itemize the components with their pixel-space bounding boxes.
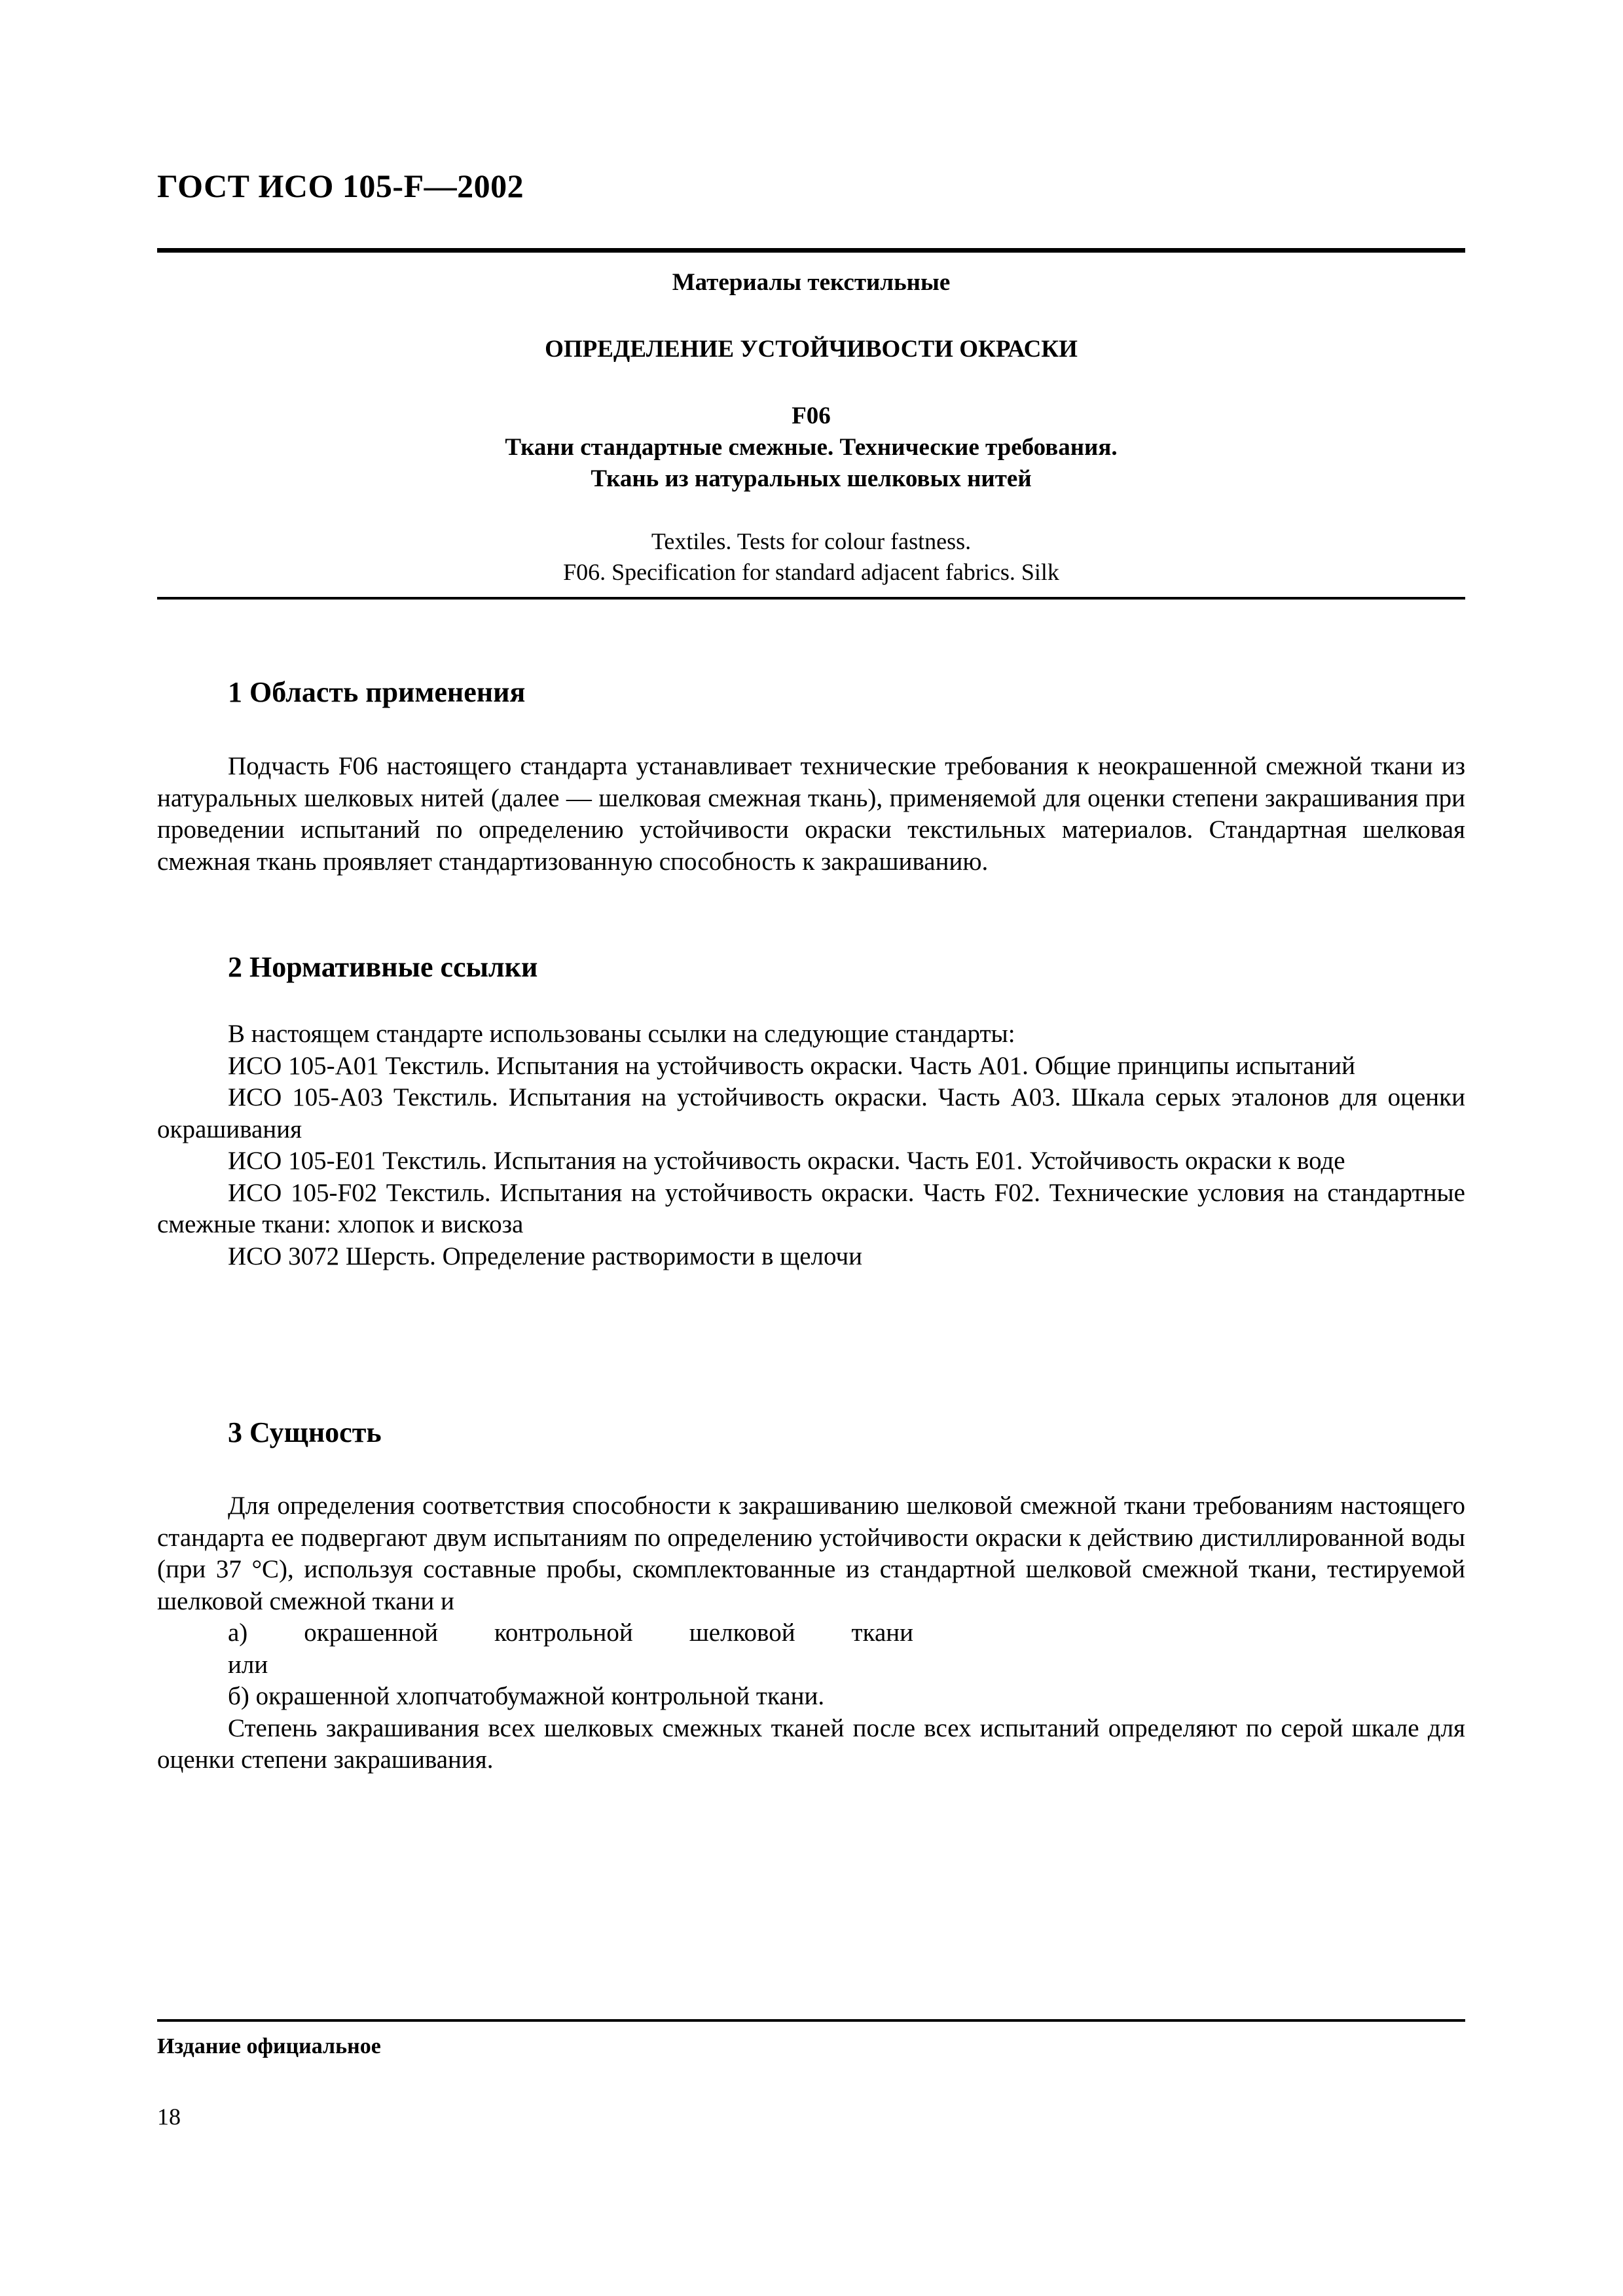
header-rule-bottom [157,597,1465,600]
reference-item: ИСО 105-A01 Текстиль. Испытания на устойчивость окраски. Часть A01. Общие принципы испытаний [228,1051,1355,1080]
section-1-heading: 1 Область применения [228,676,526,708]
reference-item: ИСО 105-F02 Текстиль. Испытания на устойчивость окраски. Часть F02. Технические условия на стандартные смежные ткани: хлопок и вискоза [157,1178,1465,1238]
section-2-heading: 2 Нормативные ссылки [228,951,538,983]
section-3-item-a: а) окрашенной контрольной шелковой ткани [228,1619,913,1647]
section-3-conclusion: Степень закрашивания всех шелковых смежных тканей после всех испытаний определяют по серой шкале для оценки степени закрашивания. [157,1713,1465,1774]
reference-item: ИСО 3072 Шерсть. Определение растворимости в щелочи [228,1242,862,1270]
title-english-2: F06. Specification for standard adjacent fabrics. Silk [563,559,1059,585]
section-3-paragraph: Для определения соответствия способности к закрашиванию шелковой смежной ткани требованиям настоящего стандарта ее подвергают двум испытаниям по определению устойчивости окраски к действию дистиллированной воды (при 37 °С), используя составные пробы, скомплектованные из стандартной шелковой смежной ткани, тестируемой шелковой смежной ткани и [157,1492,1465,1615]
section-1-paragraph: Подчасть F06 настоящего стандарта устанавливает технические требования к неокрашенной смежной ткани из натуральных шелковых нитей (далее — шелковая смежная ткань), применяемой для оценки степени закрашивания при проведении испытаний по определению устойчивости окраски текстильных материалов. Стандартная шелковая смежная ткань проявляет стандартизованную способность к закрашиванию. [157,752,1465,876]
reference-item: ИСО 105-E01 Текстиль. Испытания на устойчивость окраски. Часть E01. Устойчивость окраски к воде [228,1147,1345,1175]
page-number: 18 [157,2104,181,2130]
section-2-intro: В настоящем стандарте использованы ссылки на следующие стандарты: [228,1020,1015,1048]
header-rule-top [157,248,1465,253]
title-category: Материалы текстильные [672,269,951,296]
section-3-heading: 3 Сущность [228,1416,382,1448]
reference-item: ИСО 105-A03 Текстиль. Испытания на устойчивость окраски. Часть A03. Шкала серых эталонов для оценки окрашивания [157,1083,1465,1143]
title-main: ОПРЕДЕЛЕНИЕ УСТОЙЧИВОСТИ ОКРАСКИ [545,336,1078,363]
title-part: F06 [792,403,831,429]
section-3-item-or: или [228,1650,268,1679]
section-1-body [157,751,1465,878]
document-code: ГОСТ ИСО 105-F—2002 [157,168,524,204]
section-3-body [157,1490,1465,1776]
official-edition-label: Издание официальное [157,2034,381,2058]
section-3-item-b: б) окрашенной хлопчатобумажной контрольной ткани. [228,1682,825,1710]
title-subtitle-2: Ткань из натуральных шелковых нитей [591,465,1032,492]
section-2-body [157,1018,1465,1272]
title-english-1: Textiles. Tests for colour fastness. [651,528,972,554]
title-subtitle-1: Ткани стандартные смежные. Технические требования. [505,434,1118,461]
footer-rule [157,2019,1465,2022]
